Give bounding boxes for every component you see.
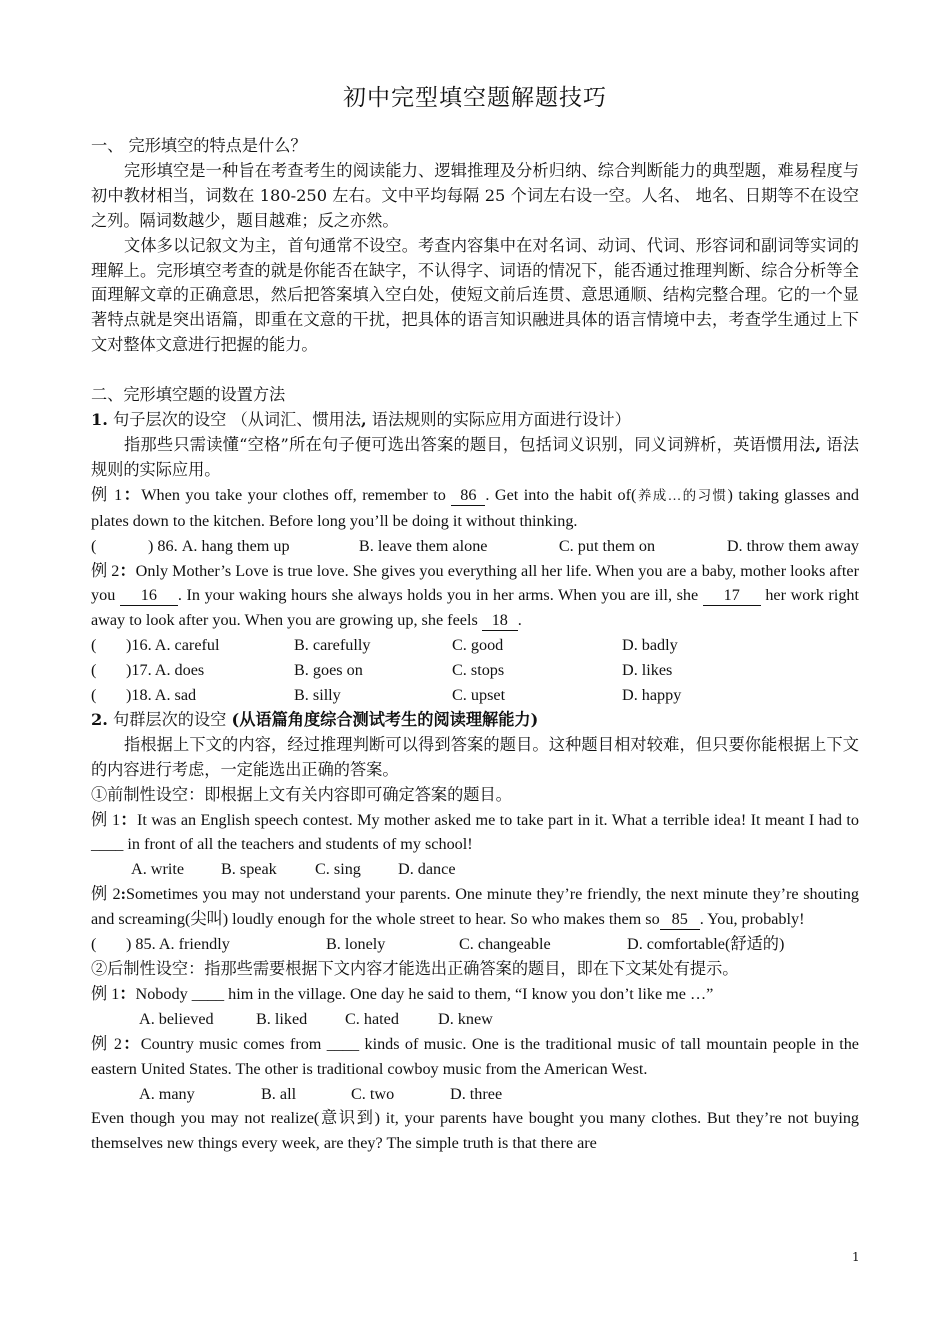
answer-blank-85[interactable]: 85 [660,910,700,930]
section1-para1: 完形填空是一种旨在考查考生的阅读能力、逻辑推理及分析归纳、综合判断能力的典型题，难易程度与初中教材相当，词数在 180-250 左右。文中平均每隔 25 个词左右设一空。人名、 地名、日期等不在设空之列。隔词数越少，题目越难；反之亦然。 [91,160,859,230]
post-example-1: 例 1：Nobody ____ him in the village. One day he said to them, “I know you don’t like me …” [91,984,714,1003]
post-example-1-options: A. believed B. liked C. hated D. knew [139,1009,493,1028]
section2-heading: 二、完形填空题的设置方法 [91,385,286,405]
page-number: 1 [852,1250,860,1264]
pre-example-1: 例 1：It was an English speech contest. My mother asked me to take part in it. What a terrible idea! It meant I had to ____ in front of all the teachers and students of my school! [91,810,860,854]
subsection2-desc: 指根据上下文的内容，经过推理判断可以得到答案的题目。这种题目相对较难，但只要你能根据上下文的内容进行考虑，一定能选出正确的答案。 [91,734,859,779]
example-1-options: ( ) 86. A. hang them up B. leave them alone C. put them on D. throw them away [91,534,859,559]
answer-blank-16[interactable]: 16 [120,586,178,606]
section1-heading: 一、 完形填空的特点是什么？ [91,136,307,155]
answer-blank-86[interactable]: 86 [451,486,485,506]
section1-para2: 文体多以记叙文为主，首句通常不设空。考查内容集中在对名词、动词、代词、形容词和副词等实词的理解上。完形填空考查的就是你能否在缺字，不认得字、词语的情况下，能否通过推理判断、综合分析等全面理解文章的正确意思，然后把答案填入空白处，使短文前后连贯、意思通顺、结构完整合理。它的一个显著特点就是突出语篇，即重在文意的干扰，把具体的语言知识融进具体的语言情境中去，考查学生通过上下文对整体文意进行把握的能力。 [91,235,859,355]
options-row-16: ( )16. A. careful B. carefully C. good D. badly [91,633,859,658]
pre-example-2-options: ( ) 85. A. friendly B. lonely C. changeable D. comfortable(舒适的) [91,932,859,957]
spacer [91,358,859,383]
document-body [91,134,859,1156]
options-row-18: ( )18. A. sad B. silly C. upset D. happy [91,683,859,708]
pre-example-1-options: A. write B. speak C. sing D. dance [131,860,456,879]
subsection2-heading: 2. 句群层次的设空 (从语篇角度综合测试考生的阅读理解能力) [91,709,539,729]
answer-paren[interactable]: ( [91,661,97,680]
pre-example-2: 例 2:Sometimes you may not understand your parents. One minute they’re friendly, the next minute they’re shouting and screaming(尖叫) loudly enough for the whole street to hear. So who makes them so 85 . You, probably! [91,885,859,929]
answer-paren[interactable]: ( [91,536,97,555]
example-1: 例 1：When you take your clothes off, remember to 86 . Get into the habit of(养成…的习惯) taking glasses and plates down to the kitchen. Before long you’ll be doing it without thinking. [91,485,860,530]
answer-paren[interactable]: ( [91,636,97,655]
option-d: D. throw them away [726,536,859,555]
example-2: 例 2：Only Mother’s Love is true love. She gives you everything all her life. When you are a baby, mother looks after you 16 . In your waking hours she always holds you in her arms. When you are ill, she 17 her work right away to look after you. When you are growing up, she feels 18 . [91,561,860,630]
page-title: 初中完型填空题解题技巧 [343,85,607,111]
option-b: B. leave them alone [358,536,488,555]
options-row-17: ( )17. A. does B. goes on C. stops D. likes [91,658,859,683]
passage-continuation: Even though you may not realize(意识到) it, your parents have bought you many clothes. But they’re not buying themselves new things every week, are they? The simple truth is that there are [91,1109,860,1153]
answer-blank-18[interactable]: 18 [482,611,518,631]
option-c: C. put them on [558,536,656,555]
post-example-2-options: A. many B. all C. two D. three [139,1084,503,1103]
post-constraint-heading: ②后制性设空：指那些需要根据下文内容才能选出正确答案的题目，即在下文某处有提示。 [91,959,739,978]
pre-constraint-heading: ①前制性设空：即根据上文有关内容即可确定答案的题目。 [91,784,512,804]
answer-paren[interactable]: ( [91,935,97,954]
answer-blank-17[interactable]: 17 [703,586,761,606]
post-example-2: 例 2：Country music comes from ____ kinds of music. One is the traditional music of tall mountain people in the eastern United States. The other is traditional cowboy music from the American West. [91,1034,859,1078]
subsection1-desc: 指那些只需读懂“空格”所在句子便可选出答案的题目，包括词义识别，同义词辨析，英语惯用法, 语法规则的实际应用。 [91,434,859,479]
answer-paren[interactable]: ( [91,686,97,705]
subsection1-heading: 1. 句子层次的设空 （从词汇、惯用法, 语法规则的实际应用方面进行设计） [91,410,631,430]
